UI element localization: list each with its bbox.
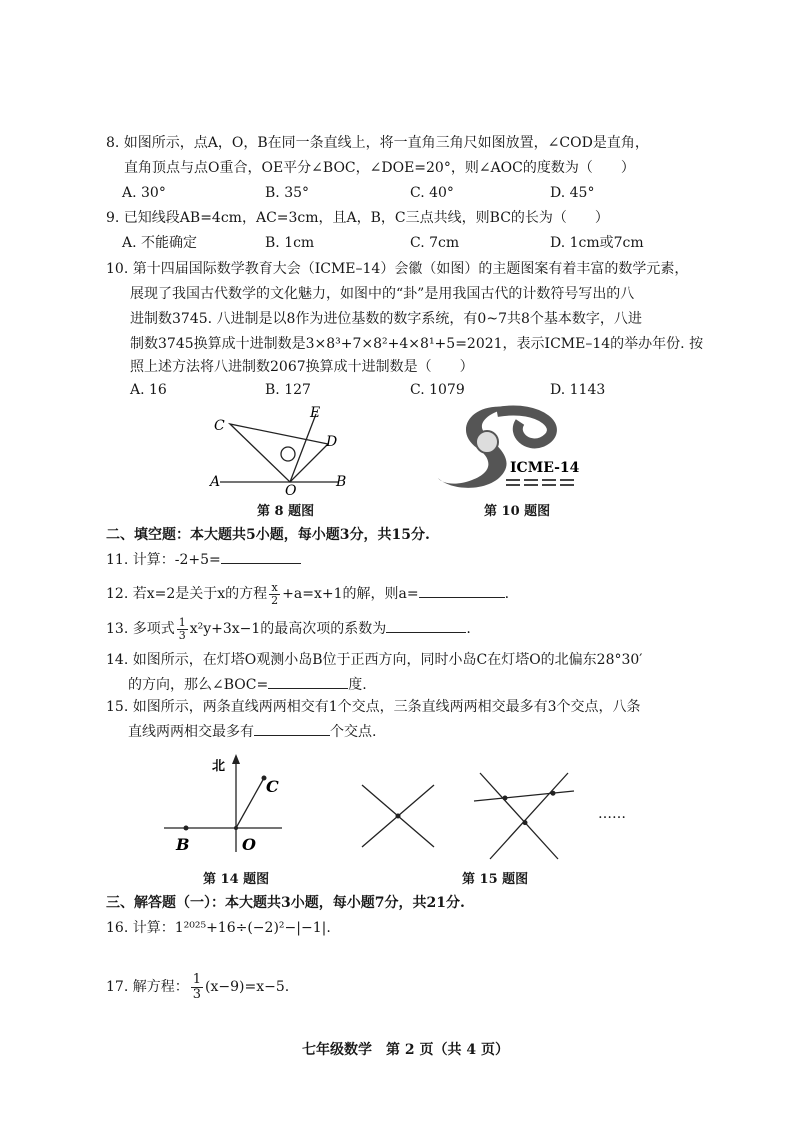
figure-10-logo — [432, 400, 582, 492]
triangle-cod — [230, 424, 328, 482]
q10-line2: 展现了我国古代数学的文化魅力，如图中的“卦”是用我国古代的计数符号写出的八 — [130, 286, 635, 302]
q15-line2-pre: 直线两两相交最多有 — [128, 724, 254, 740]
q9-option-d: D. 1cm或7cm — [550, 235, 644, 251]
q17 — [106, 972, 289, 1002]
q13-fraction — [177, 617, 188, 642]
label-c: C — [214, 418, 225, 434]
logo-counting-rods — [506, 480, 574, 485]
q10-option-b: B. 127 — [265, 382, 311, 398]
north-arrow-icon — [232, 754, 240, 764]
q17-frac-den: 3 — [192, 986, 201, 1002]
point-b — [184, 826, 189, 831]
three-lines-3 — [474, 791, 574, 801]
q10-line4: 制数3745换算成十进制数是3×8³+7×8²+4×8¹+5=2021，表示ICME–14的举办年份. 按 — [130, 336, 704, 352]
q8-option-b: B. 35° — [265, 185, 310, 201]
q10-line1: 10. 第十四届国际数学教育大会（ICME–14）会徽（如图）的主题图案有着丰富的数学元素， — [106, 261, 689, 277]
q9-option-a: A. 不能确定 — [122, 235, 198, 251]
figure-14-caption: 第 14 题图 — [203, 872, 270, 887]
north-label: 北 — [212, 759, 226, 774]
q14-line2 — [128, 674, 367, 695]
q13-frac-den: 3 — [178, 628, 186, 642]
q13 — [106, 615, 471, 643]
q11-answer-blank[interactable] — [221, 549, 301, 564]
label-c: C — [266, 777, 279, 796]
q12-fraction — [269, 582, 280, 607]
figure-10-caption: 第 10 题图 — [484, 504, 551, 519]
logo-swirl-top — [497, 410, 552, 443]
q13-answer-blank[interactable] — [386, 618, 466, 633]
q8-option-d: D. 45° — [550, 185, 595, 201]
q12-frac-den: 2 — [271, 593, 279, 607]
figure-15-ellipsis: …… — [598, 806, 626, 822]
label-o: O — [285, 483, 297, 499]
q17-pre: 17. 解方程： — [106, 979, 189, 995]
three-lines-2 — [490, 773, 568, 859]
q13-frac-num: 1 — [178, 615, 186, 629]
ray-oe — [290, 414, 316, 482]
q10-option-c: C. 1079 — [410, 382, 465, 398]
logo-center — [476, 431, 498, 453]
figure-15 — [350, 765, 590, 865]
label-b: B — [336, 474, 347, 490]
q8-line2: 直角顶点与点O重合，OE平分∠BOC，∠DOE=20°，则∠AOC的度数为（ ） — [124, 160, 635, 176]
logo-text: ICME-14 — [510, 460, 580, 476]
three-lines-intersection-2 — [503, 796, 508, 801]
label-e: E — [310, 405, 321, 421]
q9-option-b: B. 1cm — [265, 235, 315, 251]
q14-line2-pre: 的方向，那么∠BOC= — [128, 677, 269, 693]
page-footer: 七年级数学 第 2 页（共 4 页） — [302, 1042, 509, 1058]
three-lines-intersection-1 — [523, 820, 528, 825]
q15-line2-end: 个交点. — [330, 724, 377, 740]
section-3-title: 三、解答题（一）：本大题共3小题，每小题7分，共21分. — [106, 895, 465, 911]
q11 — [106, 549, 301, 570]
q10-option-a: A. 16 — [130, 382, 167, 398]
figure-14 — [160, 752, 290, 862]
q17-frac-num: 1 — [192, 971, 201, 987]
label-b: B — [176, 835, 190, 854]
three-lines-1 — [480, 773, 558, 859]
q12-mid: +a=x+1的解，则a= — [282, 586, 419, 602]
q10-line5: 照上述方法将八进制数2067换算成十进制数是（ ） — [130, 359, 474, 375]
label-o: O — [242, 835, 256, 854]
section-2-title: 二、填空题：本大题共5小题，每小题3分，共15分. — [106, 527, 430, 543]
q10-option-d: D. 1143 — [550, 382, 606, 398]
q14-line1: 14. 如图所示，在灯塔O观测小岛B位于正西方向，同时小岛C在灯塔O的北偏东28°30′ — [106, 652, 643, 668]
q11-text: 11. 计算：-2+5= — [106, 552, 221, 568]
q12-pre: 12. 若x=2是关于x的方程 — [106, 586, 268, 602]
q15-answer-blank[interactable] — [254, 721, 330, 736]
q17-fraction — [191, 973, 203, 1002]
triangle-hole — [281, 447, 295, 461]
q10-line3: 进制数3745. 八进制是以8作为进位基数的数字系统，有0~7共8个基本数字，八进 — [130, 311, 642, 327]
q15-line1: 15. 如图所示，两条直线两两相交有1个交点，三条直线两两相交最多有3个交点，八条 — [106, 699, 641, 715]
q12-frac-num: x — [269, 582, 280, 595]
q13-pre: 13. 多项式 — [106, 621, 175, 637]
q9-option-c: C. 7cm — [410, 235, 460, 251]
q12-answer-blank[interactable] — [419, 583, 505, 598]
q13-mid: x²y+3x−1的最高次项的系数为 — [189, 621, 387, 637]
q14-line2-end: 度. — [348, 677, 367, 693]
label-a: A — [210, 474, 221, 490]
q13-end: . — [466, 621, 471, 637]
point-o — [234, 826, 238, 830]
q16: 16. 计算：1²⁰²⁵+16÷(−2)²−|−1|. — [106, 920, 331, 936]
q8-line1: 8. 如图所示，点A，O，B在同一条直线上，将一直角三角尺如图放置，∠COD是直角， — [106, 135, 649, 151]
q12 — [106, 580, 509, 608]
q8-option-c: C. 40° — [410, 185, 454, 201]
q9-line1: 9. 已知线段AB=4cm，AC=3cm，且A，B，C三点共线，则BC的长为（ ） — [106, 210, 609, 226]
three-lines-intersection-3 — [551, 791, 556, 796]
logo-swirl — [438, 407, 512, 488]
q17-post: (x−9)=x−5. — [205, 979, 290, 995]
figure-15-caption: 第 15 题图 — [462, 872, 529, 887]
q14-answer-blank[interactable] — [268, 674, 348, 689]
q15-line2 — [128, 721, 376, 742]
figure-8-caption: 第 8 题图 — [257, 504, 315, 519]
two-lines-intersection — [396, 814, 401, 819]
q8-option-a: A. 30° — [122, 185, 166, 201]
ray-oc — [236, 778, 264, 828]
q12-end: . — [504, 586, 510, 602]
label-d: D — [326, 434, 338, 450]
figure-8 — [200, 400, 360, 500]
